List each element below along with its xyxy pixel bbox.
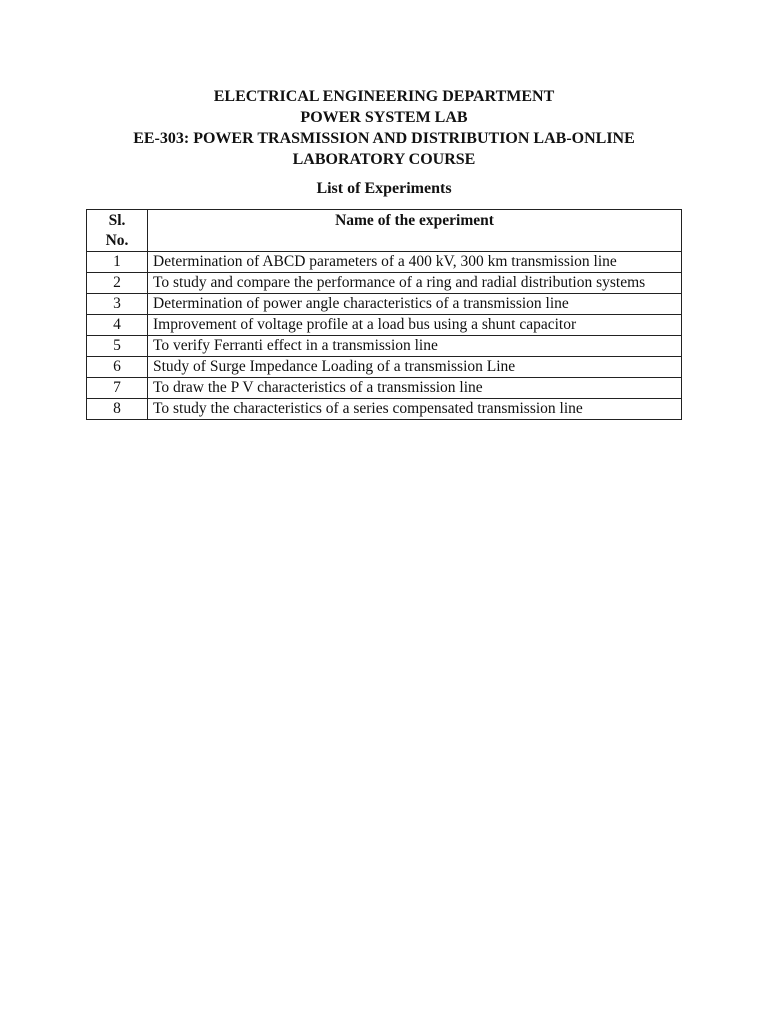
department-title: ELECTRICAL ENGINEERING DEPARTMENT	[213, 88, 555, 105]
sl-no-header-line1: Sl.	[108, 212, 126, 229]
experiment-name-cell: To study the characteristics of a series compensated transmission line	[148, 399, 682, 420]
sl-no-cell: 2	[87, 273, 148, 294]
sl-no-cell: 5	[87, 336, 148, 357]
table-row	[87, 399, 682, 420]
table-row	[87, 294, 682, 315]
sl-no-cell: 3	[87, 294, 148, 315]
course-title-line1: EE-303: POWER TRASMISSION AND DISTRIBUTION LAB-ONLINE	[133, 130, 635, 147]
list-title: List of Experiments	[316, 180, 452, 197]
table-row	[87, 357, 682, 378]
experiment-name-cell: Improvement of voltage profile at a load bus using a shunt capacitor	[148, 315, 682, 336]
sl-no-cell: 1	[87, 252, 148, 273]
sl-no-cell: 4	[87, 315, 148, 336]
table-row	[87, 273, 682, 294]
sl-no-header-line2: No.	[105, 232, 129, 249]
table-row	[87, 378, 682, 399]
experiments-table	[86, 209, 682, 420]
experiment-name-header: Name of the experiment	[148, 210, 682, 252]
sl-no-cell: 7	[87, 378, 148, 399]
experiment-name-cell: Determination of power angle characteristics of a transmission line	[148, 294, 682, 315]
experiment-name-cell: Study of Surge Impedance Loading of a transmission Line	[148, 357, 682, 378]
experiment-name-cell: To study and compare the performance of a ring and radial distribution systems	[148, 273, 682, 294]
experiment-name-cell: To draw the P V characteristics of a transmission line	[148, 378, 682, 399]
table-header-row	[87, 210, 682, 252]
lab-title: POWER SYSTEM LAB	[300, 109, 468, 126]
sl-no-cell: 8	[87, 399, 148, 420]
document-header	[0, 86, 768, 170]
sl-no-header	[87, 210, 148, 252]
sl-no-cell: 6	[87, 357, 148, 378]
table-row	[87, 336, 682, 357]
table-row	[87, 252, 682, 273]
experiment-name-cell: Determination of ABCD parameters of a 400 kV, 300 km transmission line	[148, 252, 682, 273]
experiment-name-cell: To verify Ferranti effect in a transmission line	[148, 336, 682, 357]
course-title-line2: LABORATORY COURSE	[292, 151, 476, 168]
table-row	[87, 315, 682, 336]
